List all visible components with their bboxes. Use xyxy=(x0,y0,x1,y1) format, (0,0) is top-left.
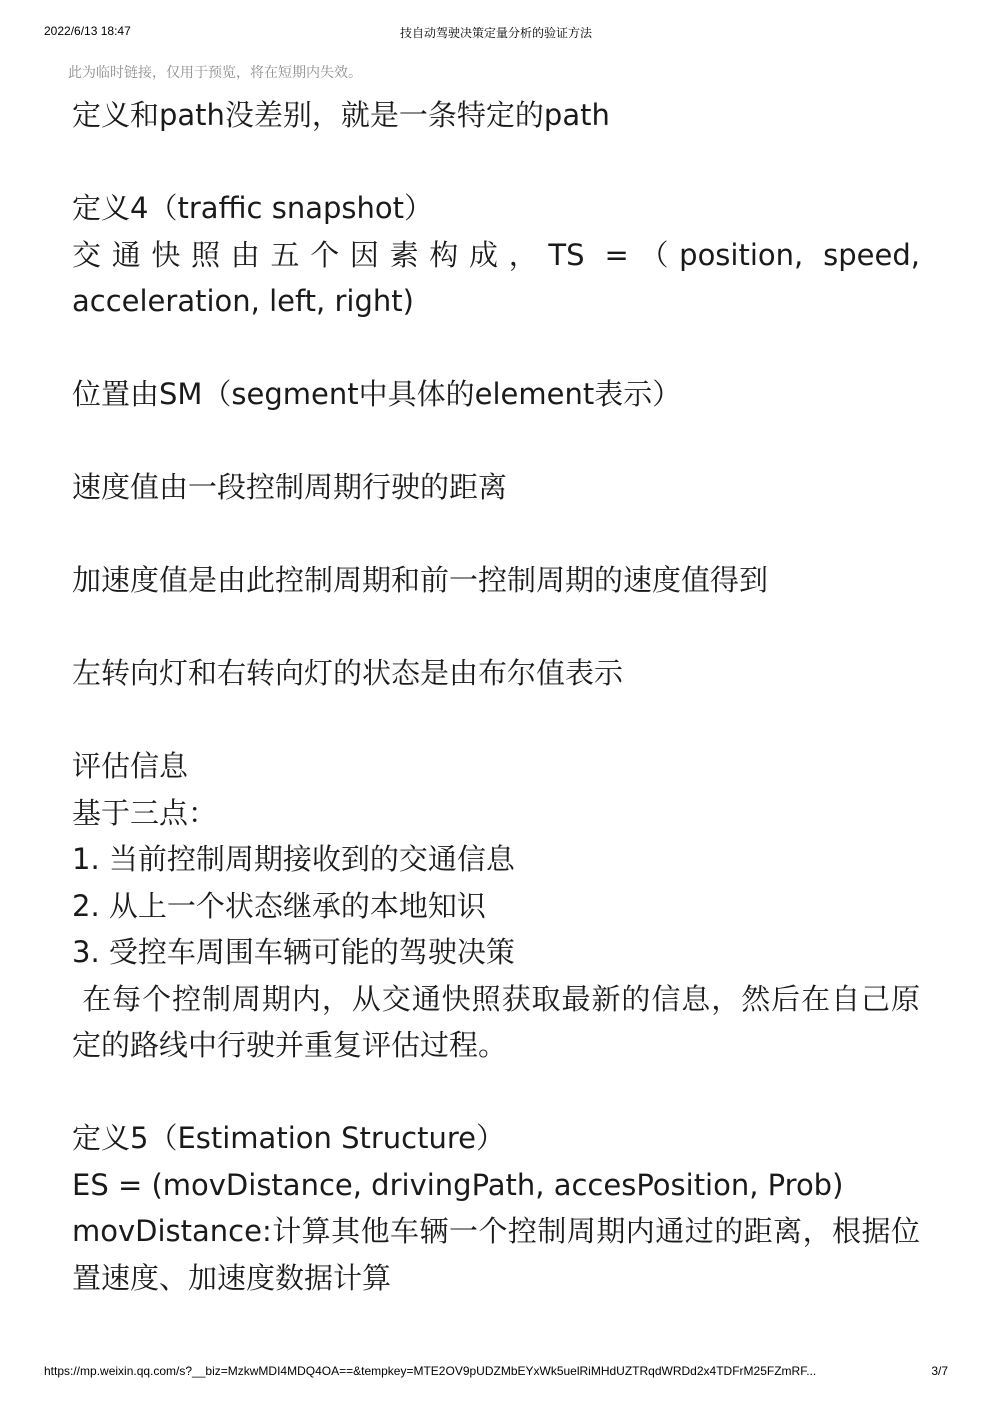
spacer xyxy=(72,604,920,651)
spacer xyxy=(72,139,920,186)
definition-heading: 定义5（Estimation Structure） xyxy=(72,1121,506,1155)
spacer xyxy=(72,697,920,744)
spacer xyxy=(72,511,920,558)
list-item: 3. 受控车周围车辆可能的驾驶决策 xyxy=(72,935,515,969)
paragraph: 交通快照由五个因素构成，TS =（position, speed, acceleration, left, right) xyxy=(72,237,930,318)
spacer xyxy=(72,325,920,372)
temporary-link-notice: 此为临时链接，仅用于预览，将在短期内失效。 xyxy=(68,65,362,81)
list-item: 1. 当前控制周期接收到的交通信息 xyxy=(72,842,515,876)
print-datetime: 2022/6/13 18:47 xyxy=(44,24,131,38)
paragraph: 位置由SM（segment中具体的element表示） xyxy=(72,377,682,411)
paragraph: 速度值由一段控制周期行驶的距离 xyxy=(72,470,508,504)
paragraph: 基于三点： xyxy=(72,795,218,830)
formula: ES = (movDistance, drivingPath, accesPosition, Prob) xyxy=(72,1167,844,1202)
paragraph: 加速度值是由此控制周期和前一控制周期的速度值得到 xyxy=(72,563,769,597)
print-header xyxy=(44,24,948,42)
list-item: 2. 从上一个状态继承的本地知识 xyxy=(72,888,486,923)
definition-heading: 定义4（traffic snapshot） xyxy=(72,191,433,225)
paragraph: 左转向灯和右转向灯的状态是由布尔值表示 xyxy=(72,656,624,690)
article-body xyxy=(72,92,930,1301)
paragraph: movDistance:计算其他车辆一个控制周期内通过的距离，根据位置速度、加速度数据计算 xyxy=(72,1214,920,1295)
spacer xyxy=(72,418,920,465)
spacer xyxy=(72,1069,920,1116)
paragraph: 在每个控制周期内，从交通快照获取最新的信息，然后在自己原定的路线中行驶并重复评估过程。 xyxy=(72,981,920,1062)
page-number: 3/7 xyxy=(931,1364,948,1378)
print-title: 技自动驾驶决策定量分析的验证方法 xyxy=(399,26,592,40)
section-heading: 评估信息 xyxy=(72,749,189,783)
page-url: https://mp.weixin.qq.com/s?__biz=MzkwMDI4MDQ4OA==&tempkey=MTE2OV9pUDZMbEYxWk5uelRiMHdUZTRqdWRDd2x4TDFrM25FZmRF... xyxy=(44,1364,817,1378)
paragraph: 定义和path没差别，就是一条特定的path xyxy=(72,98,610,132)
print-footer xyxy=(44,1364,948,1382)
